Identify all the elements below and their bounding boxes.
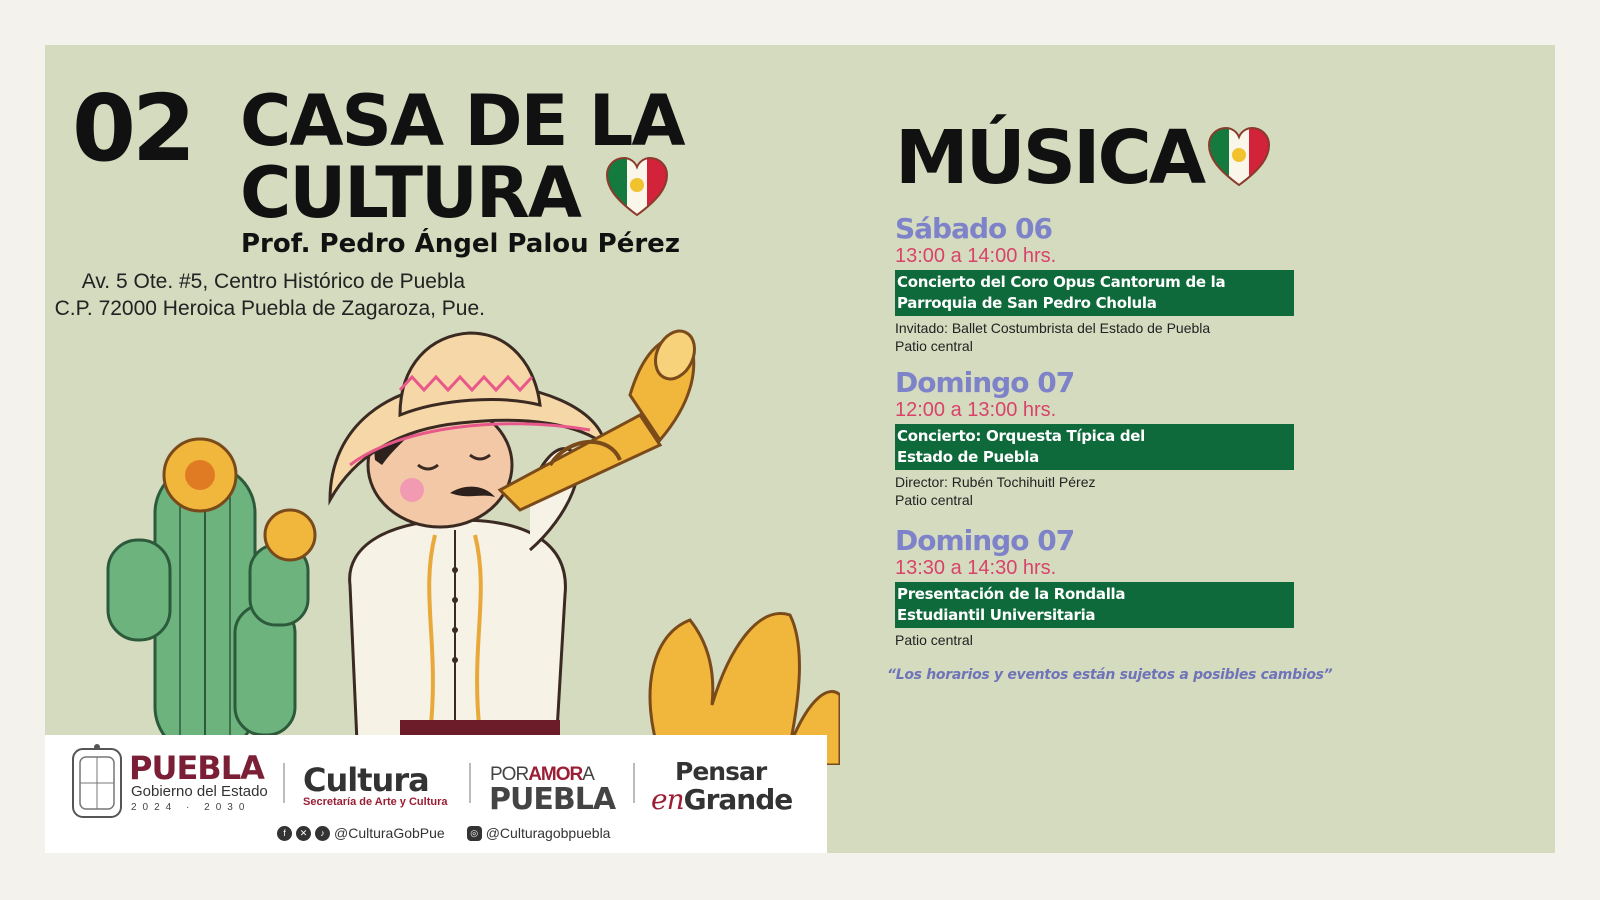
event-time: 13:00 a 14:00 hrs. bbox=[895, 245, 1057, 267]
event-title: Presentación de la Rondalla Estudiantil Universitaria bbox=[895, 582, 1294, 628]
venue-number: 02 bbox=[72, 75, 193, 182]
amor-por: POR bbox=[490, 764, 529, 785]
puebla-logo-text: PUEBLA bbox=[129, 749, 264, 787]
coat-of-arms-icon bbox=[70, 743, 124, 825]
footer-divider bbox=[283, 763, 285, 803]
event-day: Sábado 06 bbox=[895, 212, 1052, 245]
por-amor-puebla-text: PUEBLA bbox=[489, 782, 616, 817]
en-grande-text bbox=[651, 783, 792, 816]
social-handle-2[interactable]: @Culturagobpuebla bbox=[485, 825, 611, 841]
cultura-logo-text: Cultura bbox=[303, 761, 429, 799]
mariachi-trumpet-illustration bbox=[100, 315, 840, 765]
heart-flag-icon bbox=[1207, 125, 1271, 189]
event-item bbox=[895, 525, 1295, 649]
event-day: Domingo 07 bbox=[895, 366, 1075, 399]
event-note: Invitado: Ballet Costumbrista del Estado de Puebla bbox=[895, 320, 1211, 336]
pensar-text: Pensar bbox=[675, 757, 767, 786]
event-note: Director: Rubén Tochihuitl Pérez bbox=[895, 474, 1096, 490]
footer-logos bbox=[45, 735, 827, 853]
facebook-icon[interactable]: f bbox=[277, 826, 292, 841]
event-item bbox=[895, 367, 1295, 509]
event-title: Concierto: Orquesta Típica del Estado de Puebla bbox=[895, 424, 1294, 470]
amor-word: AMOR bbox=[528, 764, 583, 785]
venue-name: Prof. Pedro Ángel Palou Pérez bbox=[241, 229, 680, 259]
event-time: 12:00 a 13:00 hrs. bbox=[895, 399, 1057, 421]
event-day: Domingo 07 bbox=[895, 524, 1075, 557]
venue-title-line1: CASA DE LA bbox=[240, 80, 684, 162]
instagram-icon[interactable]: ◎ bbox=[467, 826, 482, 841]
schedule-disclaimer: “Los horarios y eventos están sujetos a posibles cambios” bbox=[887, 667, 1333, 683]
social-handle-1[interactable]: @CulturaGobPue bbox=[334, 825, 445, 841]
years-text: 2024 · 2030 bbox=[131, 802, 251, 813]
en-word: en bbox=[651, 783, 684, 816]
event-location: Patio central bbox=[895, 492, 973, 508]
event-location: Patio central bbox=[895, 338, 973, 354]
event-location: Patio central bbox=[895, 632, 973, 648]
event-item bbox=[895, 213, 1295, 355]
footer-divider bbox=[633, 763, 635, 803]
cactus-illustration bbox=[108, 439, 315, 755]
tiktok-icon[interactable]: ♪ bbox=[315, 826, 330, 841]
venue-address-line2: C.P. 72000 Heroica Puebla de Zagaroza, Pue. bbox=[54, 297, 485, 320]
gobierno-estado-text: Gobierno del Estado bbox=[131, 783, 268, 800]
venue-title-line2: CULTURA bbox=[240, 152, 580, 234]
venue-address-line1: Av. 5 Ote. #5, Centro Histórico de Puebla bbox=[81, 270, 465, 293]
footer-divider bbox=[469, 763, 471, 803]
x-icon[interactable]: ✕ bbox=[296, 826, 311, 841]
grande-word: Grande bbox=[683, 783, 793, 816]
event-time: 13:30 a 14:30 hrs. bbox=[895, 557, 1057, 579]
cultura-subtitle: Secretaría de Arte y Cultura bbox=[303, 796, 448, 808]
event-title: Concierto del Coro Opus Cantorum de la Parroquia de San Pedro Cholula bbox=[895, 270, 1294, 316]
charro-figure bbox=[330, 333, 605, 765]
section-title: MÚSICA bbox=[895, 115, 1204, 201]
event-poster bbox=[45, 45, 1555, 853]
amor-a: A bbox=[582, 764, 594, 785]
heart-flag-icon bbox=[605, 155, 669, 219]
social-links bbox=[277, 825, 610, 841]
